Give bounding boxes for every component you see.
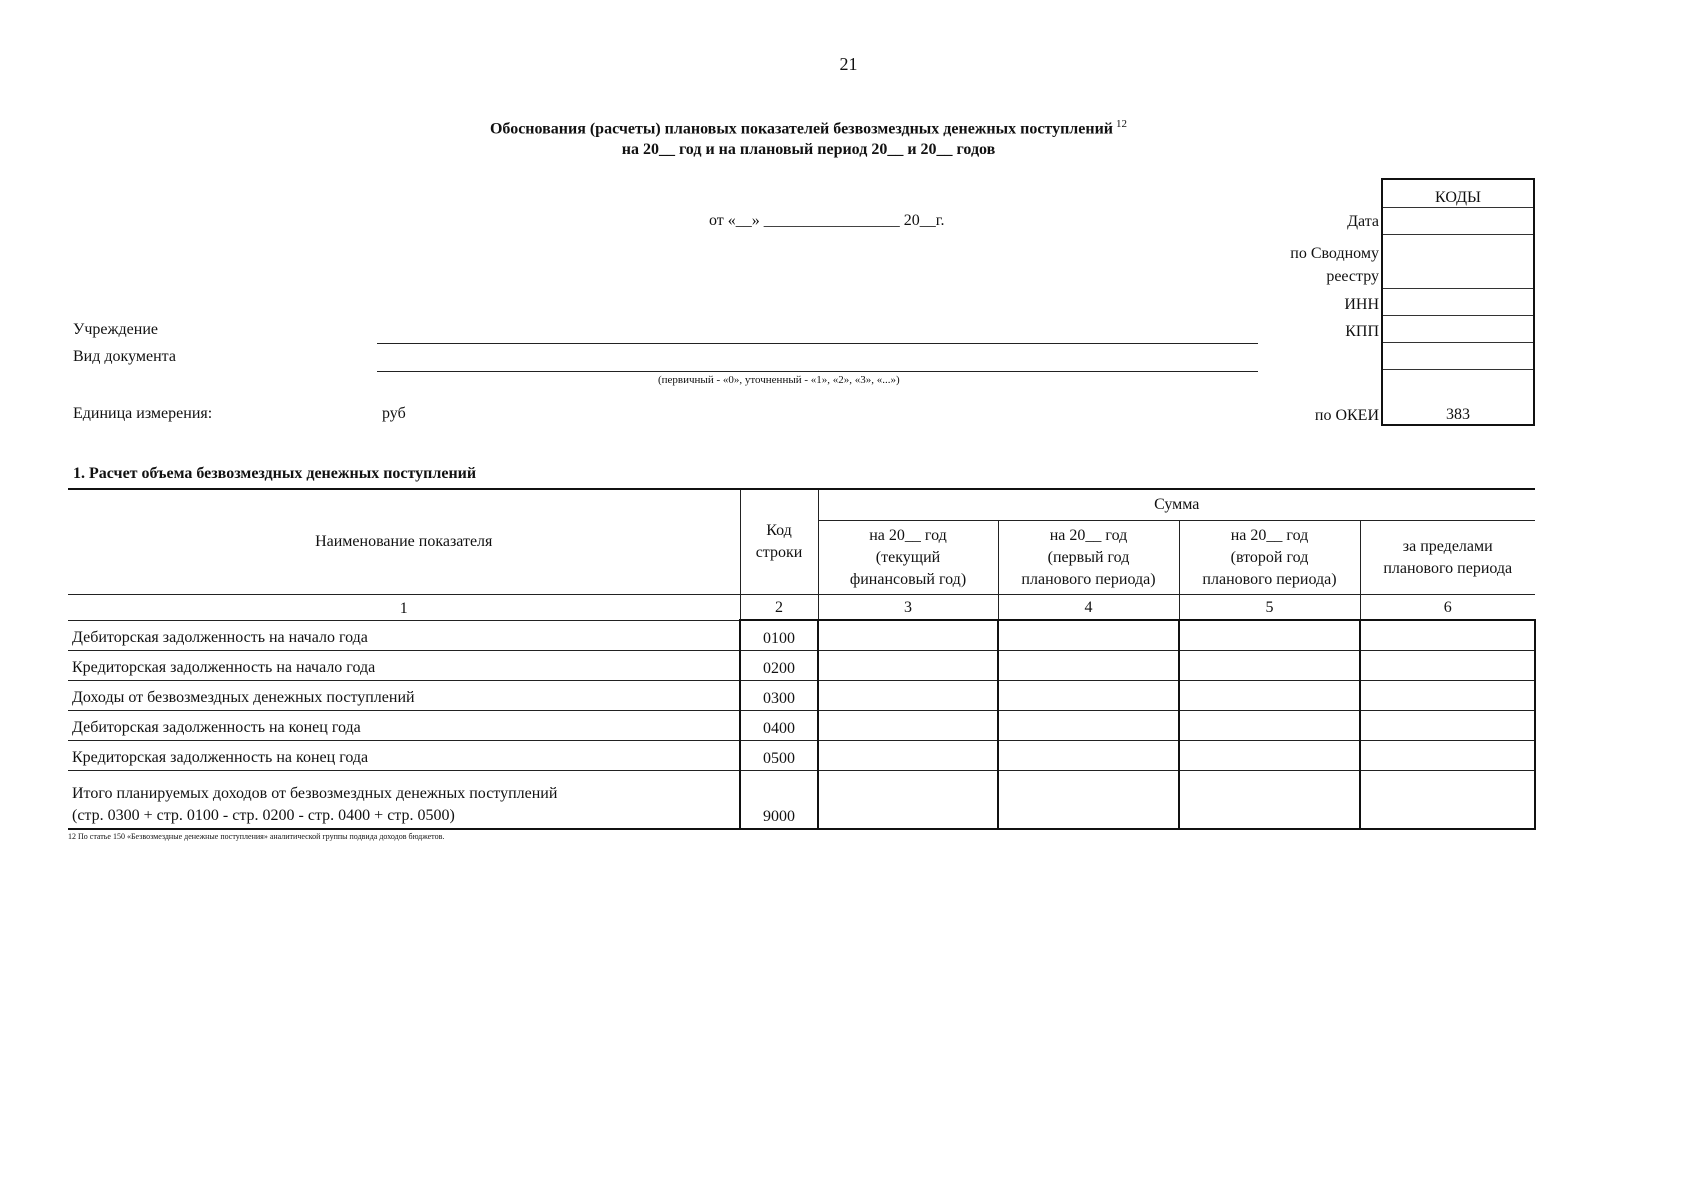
cell-first-plan-year[interactable] — [998, 650, 1179, 680]
row-code: 0100 — [740, 620, 818, 650]
total-row-name — [68, 770, 740, 829]
cell-first-plan-year[interactable] — [998, 680, 1179, 710]
cell-second-plan-year[interactable] — [1179, 740, 1360, 770]
header-col-4-line-3: планового периода) — [1021, 570, 1156, 588]
cell-second-plan-year[interactable] — [1179, 710, 1360, 740]
cell-current-year[interactable] — [818, 650, 998, 680]
header-col-6-line-1: за пределами — [1402, 537, 1493, 555]
total-row-code: 9000 — [740, 770, 818, 829]
table-row — [68, 740, 1535, 770]
cell-first-plan-year[interactable] — [998, 740, 1179, 770]
section-title: 1. Расчет объема безвозмездных денежных поступлений — [73, 465, 477, 482]
total-name-line-2: (стр. 0300 + стр. 0100 - стр. 0200 - стр. 0400 + стр. 0500) — [72, 806, 455, 824]
column-number: 2 — [740, 595, 818, 621]
header-col-5-line-1: на 20__ год — [1230, 526, 1309, 544]
total-name-line-1: Итого планируемых доходов от безвозмездных денежных поступлений — [72, 784, 558, 802]
header-col-4 — [998, 521, 1179, 595]
document-title — [0, 118, 1617, 138]
table-row — [68, 650, 1535, 680]
unit-label: Единица измерения: — [73, 405, 213, 422]
header-col-5-line-3: планового периода) — [1202, 570, 1337, 588]
title-line-2: на 20__ год и на плановый период 20__ и 20__ годов — [621, 141, 996, 158]
cell-current-year[interactable] — [818, 680, 998, 710]
label-kpp: КПП — [1345, 323, 1379, 340]
cell-second-plan-year[interactable] — [1179, 680, 1360, 710]
cell-first-plan-year[interactable] — [998, 770, 1179, 829]
header-col-3-line-3: финансовый год) — [849, 570, 967, 588]
row-code: 0500 — [740, 740, 818, 770]
label-registry-1: по Сводному — [1290, 245, 1379, 262]
title-footnote-mark: 12 — [1116, 118, 1128, 130]
header-col-4-line-2: (первый год — [1047, 548, 1130, 566]
code-cell-kpp[interactable] — [1382, 316, 1534, 343]
column-number: 1 — [68, 595, 740, 621]
code-cell-date[interactable] — [1382, 208, 1534, 235]
row-name: Кредиторская задолженность на начало года — [68, 650, 740, 680]
cell-beyond-plan[interactable] — [1360, 770, 1535, 829]
cell-beyond-plan[interactable] — [1360, 740, 1535, 770]
column-number: 6 — [1360, 595, 1535, 621]
column-numbers-row — [68, 595, 1535, 621]
unit-value: руб — [382, 405, 406, 422]
table-row — [68, 710, 1535, 740]
code-cell-okei[interactable]: 383 — [1382, 370, 1534, 426]
row-code: 0400 — [740, 710, 818, 740]
codes-header: КОДЫ — [1382, 179, 1534, 208]
row-name: Кредиторская задолженность на конец года — [68, 740, 740, 770]
cell-second-plan-year[interactable] — [1179, 650, 1360, 680]
institution-field-line[interactable] — [377, 343, 1258, 344]
header-col-5-line-2: (второй год — [1230, 548, 1309, 566]
cell-beyond-plan[interactable] — [1360, 620, 1535, 650]
cell-beyond-plan[interactable] — [1360, 650, 1535, 680]
cell-current-year[interactable] — [818, 710, 998, 740]
title-line-1: Обоснования (расчеты) плановых показателей безвозмездных денежных поступлений — [489, 120, 1114, 138]
column-number: 4 — [998, 595, 1179, 621]
codes-box — [1381, 178, 1535, 426]
label-okei: по ОКЕИ — [1314, 407, 1379, 424]
doc-type-field-line[interactable] — [377, 371, 1258, 372]
cell-first-plan-year[interactable] — [998, 710, 1179, 740]
header-col-6 — [1360, 521, 1535, 595]
code-cell-inn[interactable] — [1382, 289, 1534, 316]
header-code-line-2: строки — [755, 544, 803, 561]
income-table — [68, 488, 1536, 830]
label-inn: ИНН — [1344, 296, 1379, 313]
cell-beyond-plan[interactable] — [1360, 680, 1535, 710]
label-date: Дата — [1347, 213, 1379, 230]
column-number: 5 — [1179, 595, 1360, 621]
header-col-5 — [1179, 521, 1360, 595]
doc-type-hint: (первичный - «0», уточненный - «1», «2», «3», «...») — [658, 374, 900, 386]
cell-current-year[interactable] — [818, 620, 998, 650]
header-sum: Сумма — [818, 489, 1535, 521]
header-col-3-line-1: на 20__ год — [869, 526, 947, 544]
header-col-3 — [818, 521, 998, 595]
code-cell-registry[interactable] — [1382, 235, 1534, 289]
column-number: 3 — [818, 595, 998, 621]
header-name: Наименование показателя — [68, 489, 740, 595]
row-name: Дебиторская задолженность на конец года — [68, 710, 740, 740]
header-col-6-line-2: планового периода — [1383, 559, 1513, 577]
table-row — [68, 620, 1535, 650]
cell-current-year[interactable] — [818, 770, 998, 829]
footnote: 12 По статье 150 «Безвозмездные денежные поступления» аналитической группы подвида доходов бюджетов. — [68, 832, 445, 841]
cell-first-plan-year[interactable] — [998, 620, 1179, 650]
cell-second-plan-year[interactable] — [1179, 770, 1360, 829]
table-header-row-1 — [68, 489, 1535, 521]
page-number: 21 — [839, 54, 858, 74]
date-line: от «__» _________________ 20__г. — [709, 212, 945, 229]
header-code — [740, 489, 818, 595]
header-col-3-line-2: (текущий — [875, 548, 941, 566]
table-total-row — [68, 770, 1535, 829]
institution-label: Учреждение — [73, 321, 158, 338]
cell-beyond-plan[interactable] — [1360, 710, 1535, 740]
header-code-line-1: Код — [766, 522, 792, 539]
row-name: Доходы от безвозмездных денежных поступлений — [68, 680, 740, 710]
row-code: 0200 — [740, 650, 818, 680]
row-code: 0300 — [740, 680, 818, 710]
doc-type-label: Вид документа — [73, 348, 176, 365]
code-cell-doc-type[interactable] — [1382, 343, 1534, 370]
cell-second-plan-year[interactable] — [1179, 620, 1360, 650]
cell-current-year[interactable] — [818, 740, 998, 770]
row-name: Дебиторская задолженность на начало года — [68, 620, 740, 650]
header-col-4-line-1: на 20__ год — [1049, 526, 1128, 544]
table-row — [68, 680, 1535, 710]
label-registry-2: реестру — [1326, 268, 1379, 285]
